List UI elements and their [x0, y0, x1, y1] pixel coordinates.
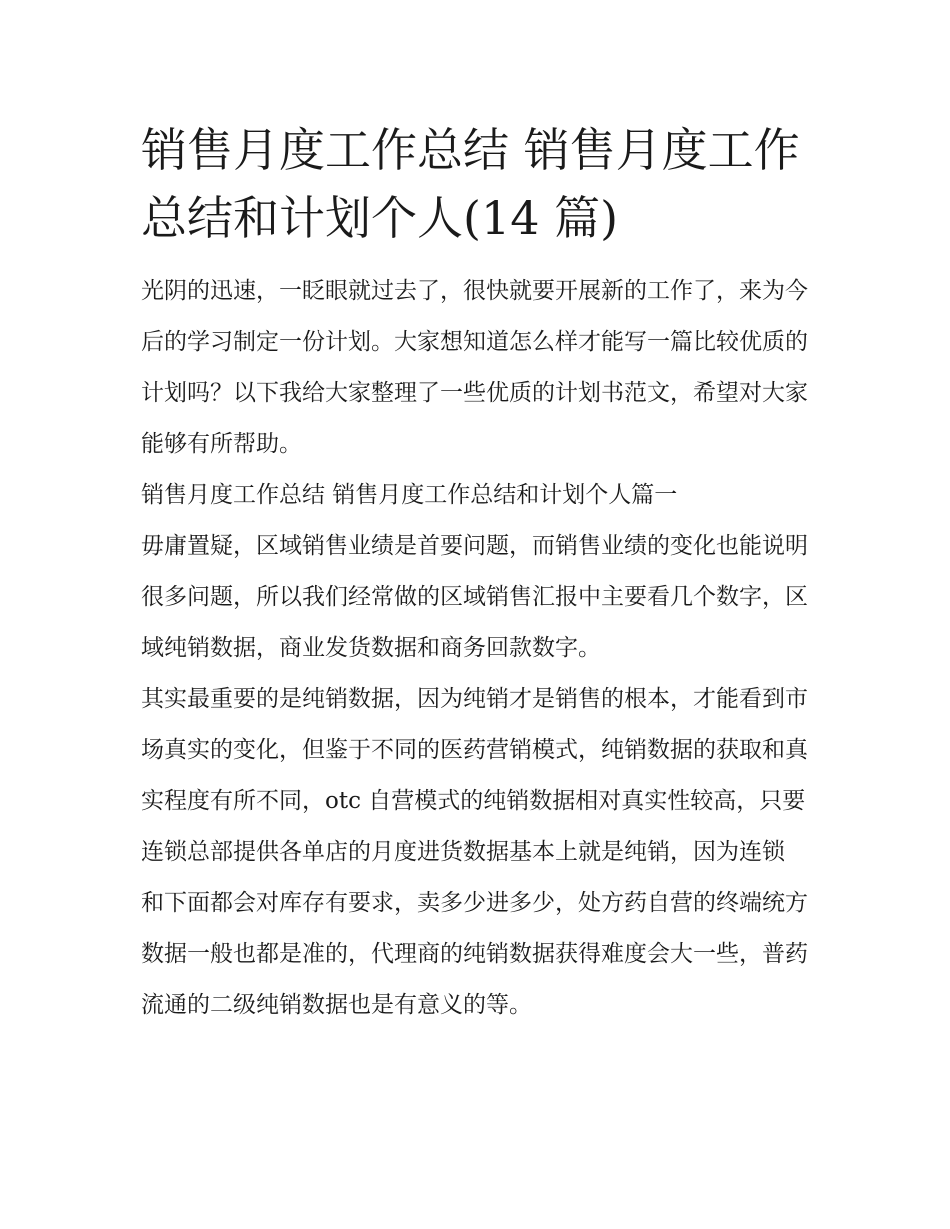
intro-paragraph: 光阴的迅速，一眨眼就过去了，很快就要开展新的工作了，来为今后的学习制定一份计划。大家想知道怎么样才能写一篇比较优质的计划吗？以下我给大家整理了一些优质的计划书范文，希望对大家能够有所帮助。	[141, 278, 808, 457]
section-heading: 销售月度工作总结 销售月度工作总结和计划个人篇一	[141, 482, 678, 508]
document-page	[141, 116, 813, 1031]
body-paragraph: 其实最重要的是纯销数据，因为纯销才是销售的根本，才能看到市场真实的变化，但鉴于不同的医药营销模式，纯销数据的获取和真实程度有所不同，otc 自营模式的纯销数据相对真实性较高，只要连锁总部提供各单店的月度进货数据基本上就是纯销，因为连锁	[141, 686, 808, 865]
document-title: 销售月度工作总结 销售月度工作总结和计划个人(14 篇)	[141, 123, 800, 245]
document-body	[141, 266, 813, 1031]
body-paragraph: 毋庸置疑，区域销售业绩是首要问题，而销售业绩的变化也能说明很多问题，所以我们经常做的区域销售汇报中主要看几个数字，区域纯销数据，商业发货数据和商务回款数字。	[141, 533, 808, 661]
body-paragraph: 和下面都会对库存有要求，卖多少进多少，处方药自营的终端统方数据一般也都是准的，代理商的纯销数据获得难度会大一些，普药流通的二级纯销数据也是有意义的等。	[141, 890, 808, 1018]
